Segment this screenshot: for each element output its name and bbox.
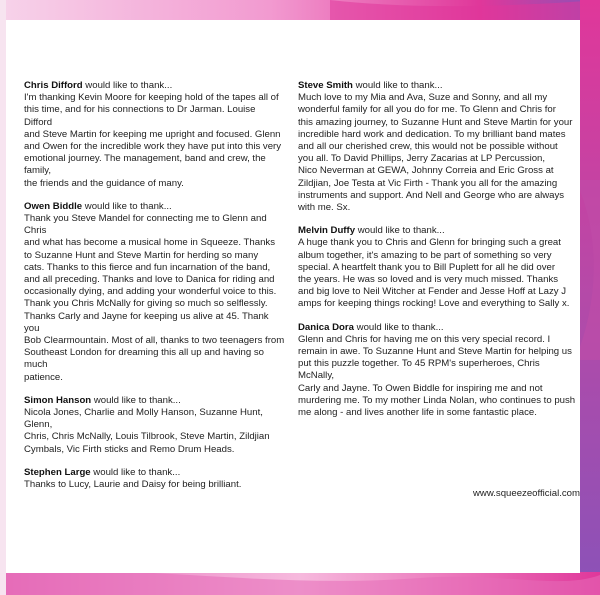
entry-name: Chris Difford <box>24 80 83 91</box>
entry-text: Thank you Steve Mandel for connecting me to Glenn and Chris and what has become a musical home in Squeeze. Thanks to Suzanne Hunt and Steve Martin for herding so many cats. Thanks to this fierce and fun incarnation of the band, and all preceding. Thanks and love to Danica for riding and occasionally dying, and adding your wonderful voice to this. Thank you Chris McNally for giving so much so selflessly. Thanks Carly and Jayne for keeping us alive at 45. Thank you Bob Clearmountain. Most of all, thanks to two teenagers from Southeast London for dreaming this all up and having so much patience. <box>24 213 285 383</box>
entry-stephen-large <box>24 467 286 491</box>
entry-text: A huge thank you to Chris and Glenn for bringing such a great album together, it's amazing to be part of something so very special. A heartfelt thank you to Bill Puplett for all he did over the years. He was so loved and is very much missed. Thanks and big love to Neil Witcher at Fender and Jesse Hoff at Lazy J amps for keeping things rocking! Love and everything to Sally x. <box>298 237 570 310</box>
entry-chris-difford <box>24 80 286 190</box>
left-column <box>24 80 286 502</box>
entry-danica-dora <box>298 322 576 420</box>
entry-lead: would like to thank... <box>353 321 444 333</box>
entry-lead: would like to thank... <box>352 80 443 91</box>
entry-lead: would like to thank... <box>82 200 172 212</box>
entry-text: I'm thanking Kevin Moore for keeping hold of the tapes all of this time, and for his connections to Dr Jarman. Louise Difford and Steve Martin for keeping me upright and focused. Glenn and Owen for the incredible work they have put into this very emotional journey. The management, band and crew, the family, the friends and the guidance of many. <box>24 92 282 189</box>
right-column <box>298 80 576 430</box>
entry-steve-smith <box>298 80 576 214</box>
entry-lead: would like to thank... <box>91 394 181 406</box>
entry-owen-biddle <box>24 201 286 384</box>
entry-name: Melvin Duffy <box>298 225 356 237</box>
entry-text: Nicola Jones, Charlie and Molly Hanson, Suzanne Hunt, Glenn, Chris, Chris McNally, Louis Tilbrook, Steve Martin, Zildjian Cymbals, Vic Firth sticks and Remo Drum Heads. <box>24 407 270 455</box>
entry-melvin-duffy <box>298 225 576 310</box>
entry-lead: would like to thank... <box>90 466 181 478</box>
entry-simon-hanson <box>24 395 286 456</box>
entry-name: Owen Biddle <box>24 200 83 212</box>
entry-text: Thanks to Lucy, Laurie and Daisy for being brilliant. <box>24 479 242 491</box>
entry-name: Simon Hanson <box>24 394 92 406</box>
entry-name: Danica Dora <box>298 321 354 333</box>
entry-name: Steve Smith <box>298 80 353 91</box>
entry-lead: would like to thank... <box>82 80 173 91</box>
entry-lead: would like to thank... <box>355 225 445 237</box>
entry-text: Much love to my Mia and Ava, Suze and Sonny, and all my wonderful family for all you do for me. To Glenn and Chris for this amazing journey, to Suzanne Hunt and Steve Martin for your incredible hard work and dedication. To my brilliant band mates and all our cherished crew, this would not be possible without you all. To David Phillips, Jerry Zacarias at LP Percussion, Nico Neverman at GEWA, Johnny Correia and Eric Gross at Zildjian, Joe Testa at Vic Firth - Thank you all for the amazing instruments and support. And Nell and George who are always with me. Sx. <box>298 92 573 214</box>
entry-text: Glenn and Chris for having me on this very special record. I remain in awe. To Suzanne Hunt and Steve Martin for helping us put this puzzle together. To 45 RPM's superheroes, Chris McNally, Carly and Jayne. To Owen Biddle for inspiring me and not murdering me. To my mother Linda Nolan, who continues to push me along - and lives another life in some fantastic place. <box>298 333 576 419</box>
entry-name: Stephen Large <box>24 466 91 478</box>
website-url: www.squeezeofficial.com <box>472 488 580 499</box>
